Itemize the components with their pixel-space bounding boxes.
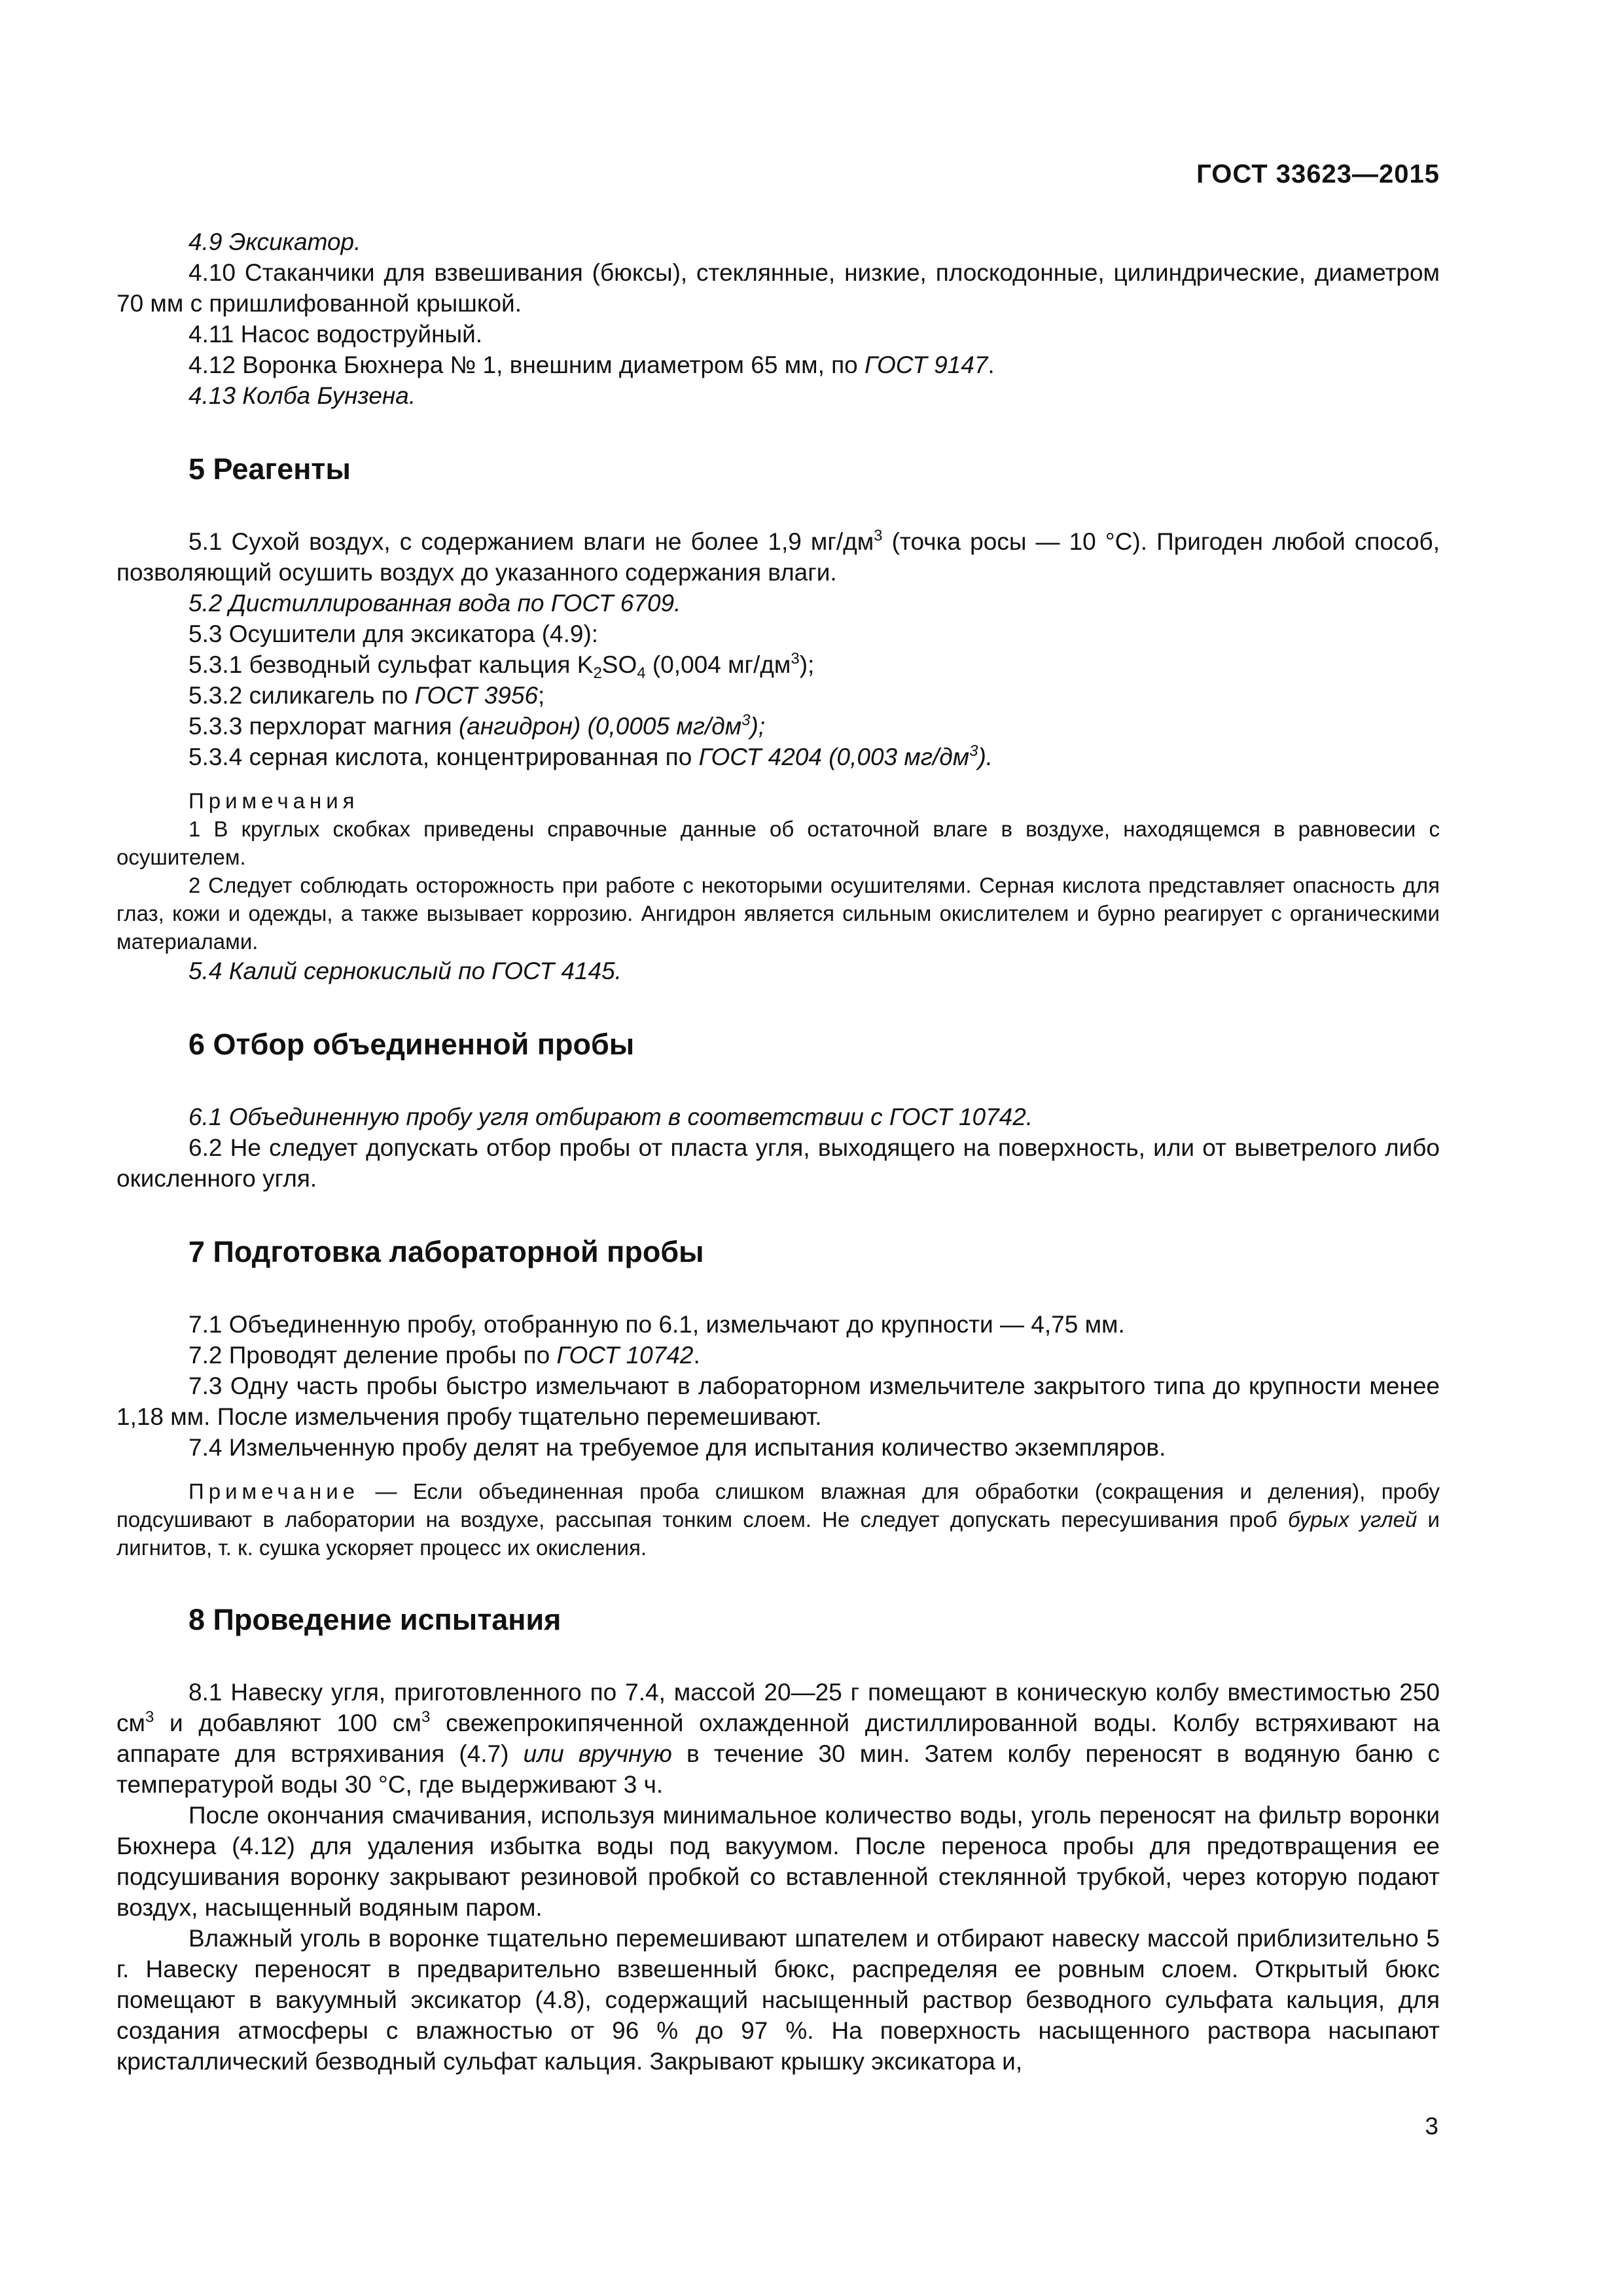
- document-body: [116, 226, 1440, 2077]
- para-5-1: 5.1 Сухой воздух, с содержанием влаги не более 1,9 $мг/дм^3$ (точка росы — 10 °C). Пригоден любой способ, позволяющий осушить воздух до указанного содержания влаги.: [116, 527, 1440, 586]
- notes-label: Примечания: [188, 789, 359, 813]
- para-6-1: 6.1 Объединенную пробу угля отбирают в соответствии с ГОСТ 10742.: [188, 1103, 1033, 1130]
- note-2: 2 Следует соблюдать осторожность при работе с некоторыми осушителями. Серная кислота представляет опасность для глаз, кожи и одежды, а также вызывает коррозию. Ангидрон является сильным окислителем и бурно реагирует с органическими материалами.: [116, 873, 1440, 954]
- item-4-10: 4.10 Стаканчики для взвешивания (бюксы), стеклянные, низкие, плоскодонные, цилиндрические, диаметром 70 мм с пришлифованной крышкой.: [116, 259, 1440, 317]
- para-5-3-2: 5.3.2 силикагель по ГОСТ 3956;: [188, 682, 545, 709]
- item-4-13: 4.13 Колба Бунзена.: [188, 382, 416, 409]
- section-6-heading: 6 Отбор объединенной пробы: [188, 1028, 635, 1061]
- para-8-2: После окончания смачивания, используя минимальное количество воды, уголь переносят на фильтр воронки Бюхнера (4.12) для удаления избытка воды под вакуумом. После переноса пробы для предотвращения ее подсушивания воронку закрывают резиновой пробкой со вставленной стеклянной трубкой, через которую подают воздух, насыщенный водяным паром.: [116, 1802, 1440, 1921]
- document-header: ГОСТ 33623—2015: [1196, 160, 1440, 188]
- para-5-3: 5.3 Осушители для эксикатора (4.9):: [188, 620, 599, 647]
- para-5-4: 5.4 Калий сернокислый по ГОСТ 4145.: [188, 958, 622, 984]
- note-7: Примечание — Если объединенная проба слишком влажная для обработки (сокращения и деления), пробу подсушивают в лаборатории на воздухе, рассыпая тонким слоем. Не следует допускать пересушивания проб бурых углей и лигнитов, т. к. сушка ускоряет процесс их окисления.: [116, 1479, 1440, 1560]
- item-4-11: 4.11 Насос водоструйный.: [188, 321, 483, 348]
- para-7-3: 7.3 Одну часть пробы быстро измельчают в лабораторном измельчителе закрытого типа до крупности менее 1,18 мм. После измельчения пробу тщательно перемешивают.: [116, 1372, 1440, 1430]
- section-5-heading: 5 Реагенты: [188, 452, 351, 486]
- item-4-12: 4.12 Воронка Бюхнера № 1, внешним диаметром 65 мм, по ГОСТ 9147.: [188, 351, 995, 378]
- section-8-heading: 8 Проведение испытания: [188, 1603, 562, 1636]
- para-7-2: 7.2 Проводят деление пробы по ГОСТ 10742.: [188, 1342, 700, 1369]
- para-5-3-1: 5.3.1 безводный сульфат кальция $K_2SO_4$ (0,004 $мг/дм^3$);: [188, 650, 815, 682]
- para-8-3: Влажный уголь в воронке тщательно перемешивают шпателем и отбирают навеску массой приблизительно 5 г. Навеску переносят в предварительно взвешенный бюкс, распределяя ее ровным слоем. Открытый бюкс помещают в вакуумный эксикатор (4.8), содержащий насыщенный раствор безводного сульфата кальция, для создания атмосферы с влажностью от 96 % до 97 %. На поверхность насыщенного раствора насыпают кристаллический безводный сульфат кальция. Закрывают крышку эксикатора и,: [116, 1925, 1440, 2075]
- gost-ref: ГОСТ 9147: [865, 351, 988, 378]
- note-1: 1 В круглых скобках приведены справочные данные об остаточной влаге в воздухе, находящемся в равновесии с осушителем.: [116, 817, 1440, 869]
- section-7-heading: 7 Подготовка лабораторной пробы: [188, 1235, 704, 1268]
- para-7-1: 7.1 Объединенную пробу, отобранную по 6.1, измельчают до крупности — 4,75 мм.: [188, 1311, 1125, 1338]
- para-5-3-3: 5.3.3 перхлорат магния (ангидрон) (0,0005 $мг/дм^3$);: [188, 711, 766, 740]
- item-4-9: 4.9 Эксикатор.: [188, 228, 361, 255]
- para-6-2: 6.2 Не следует допускать отбор пробы от пласта угля, выходящего на поверхность, или от выветрелого либо окисленного угля.: [116, 1134, 1440, 1192]
- page-number: 3: [1425, 2113, 1438, 2140]
- para-8-1: 8.1 Навеску угля, приготовленного по 7.4, массой 20—25 г помещают в коническую колбу вместимостью 250 $см^3$ и добавляют 100 $см^3$ свежепрокипяченной охлажденной дистиллированной воды. Колбу встряхивают на аппарате для встряхивания (4.7) или вручную в течение 30 мин. Затем колбу переносят в водяную баню с температурой воды 30 °C, где выдерживают 3 ч.: [116, 1679, 1440, 1798]
- para-7-4: 7.4 Измельченную пробу делят на требуемое для испытания количество экземпляров.: [188, 1434, 1166, 1461]
- para-5-3-4: 5.3.4 серная кислота, концентрированная по ГОСТ 4204 (0,003 $мг/дм^3$).: [188, 742, 993, 770]
- para-5-2: 5.2 Дистиллированная вода по ГОСТ 6709.: [188, 590, 681, 617]
